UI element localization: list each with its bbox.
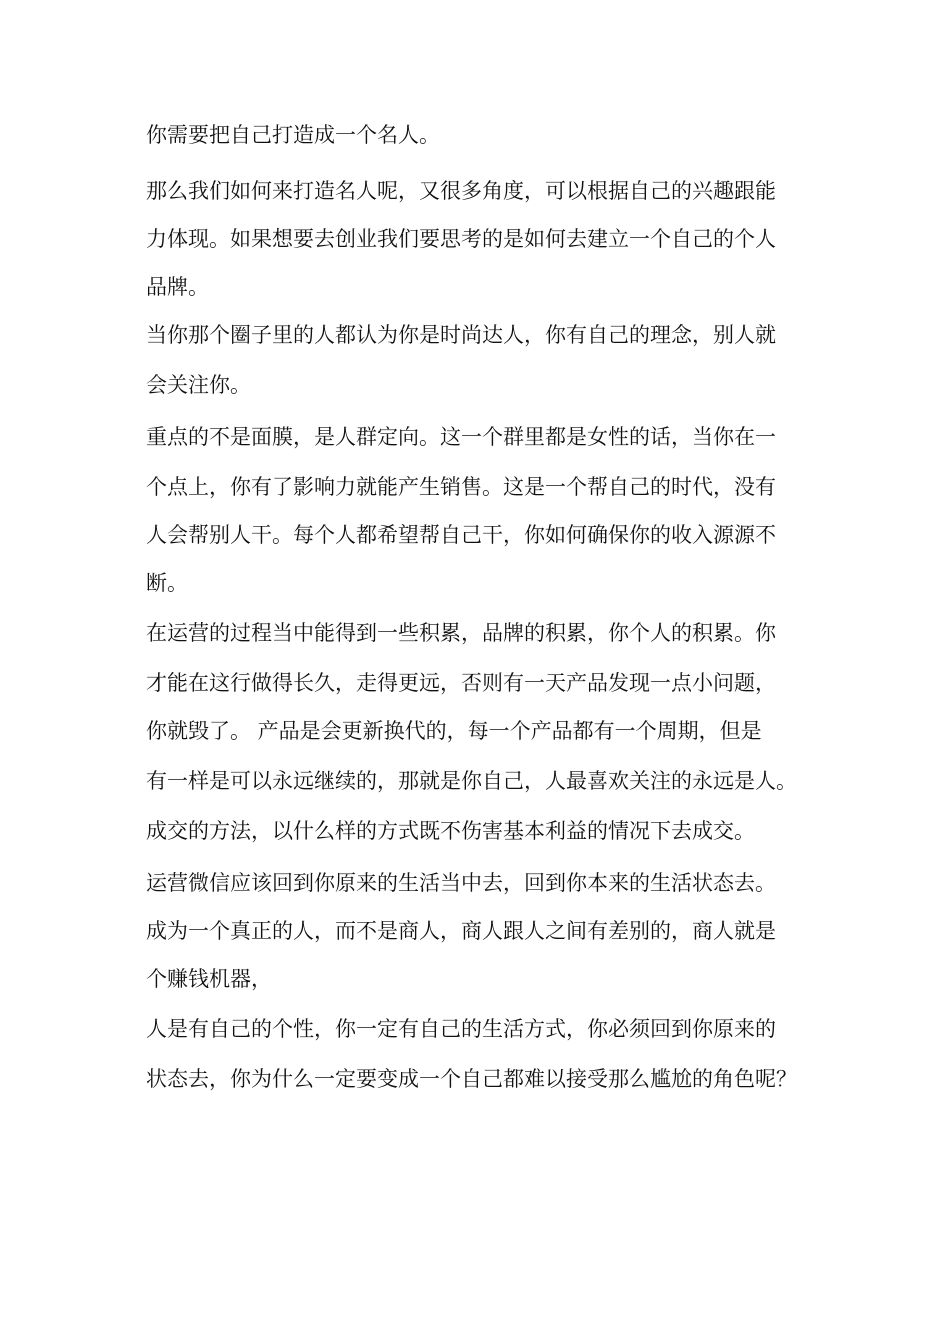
text-line-3: 力体现。如果想要去创业我们要思考的是如何去建立一个自己的个人 bbox=[146, 227, 776, 251]
text-line-17: 成为一个真正的人，而不是商人，商人跟人之间有差别的，商人就是 bbox=[146, 919, 776, 943]
text-line-11: 在运营的过程当中能得到一些积累，品牌的积累，你个人的积累。你 bbox=[146, 621, 776, 645]
text-line-15: 成交的方法，以什么样的方式既不伤害基本利益的情况下去成交。 bbox=[146, 819, 755, 843]
text-line-5: 当你那个圈子里的人都认为你是时尚达人，你有自己的理念，别人就 bbox=[146, 323, 776, 347]
text-line-12: 才能在这行做得长久，走得更远，否则有一天产品发现一点小问题， bbox=[146, 671, 776, 695]
text-line-19: 人是有自己的个性，你一定有自己的生活方式，你必须回到你原来的 bbox=[146, 1017, 776, 1041]
text-line-6: 会关注你。 bbox=[146, 373, 251, 397]
text-line-2: 那么我们如何来打造名人呢，又很多角度，可以根据自己的兴趣跟能 bbox=[146, 179, 776, 203]
text-line-8: 个点上，你有了影响力就能产生销售。这是一个帮自己的时代，没有 bbox=[146, 475, 776, 499]
text-line-1: 你需要把自己打造成一个名人。 bbox=[146, 123, 440, 147]
text-line-10: 断。 bbox=[146, 571, 188, 595]
text-line-7: 重点的不是面膜，是人群定向。这一个群里都是女性的话，当你在一 bbox=[146, 425, 776, 449]
text-line-18: 个赚钱机器， bbox=[146, 967, 272, 991]
text-line-14: 有一样是可以永远继续的，那就是你自己，人最喜欢关注的永远是人。 bbox=[146, 769, 797, 793]
text-line-20: 状态去，你为什么一定要变成一个自己都难以接受那么尴尬的角色呢？ bbox=[146, 1067, 797, 1091]
text-line-9: 人会帮别人干。每个人都希望帮自己干，你如何确保你的收入源源不 bbox=[146, 523, 776, 547]
text-line-13: 你就毁了。 产品是会更新换代的，每一个产品都有一个周期，但是 bbox=[146, 719, 762, 743]
text-line-16: 运营微信应该回到你原来的生活当中去，回到你本来的生活状态去。 bbox=[146, 871, 776, 895]
text-line-4: 品牌。 bbox=[146, 275, 209, 299]
